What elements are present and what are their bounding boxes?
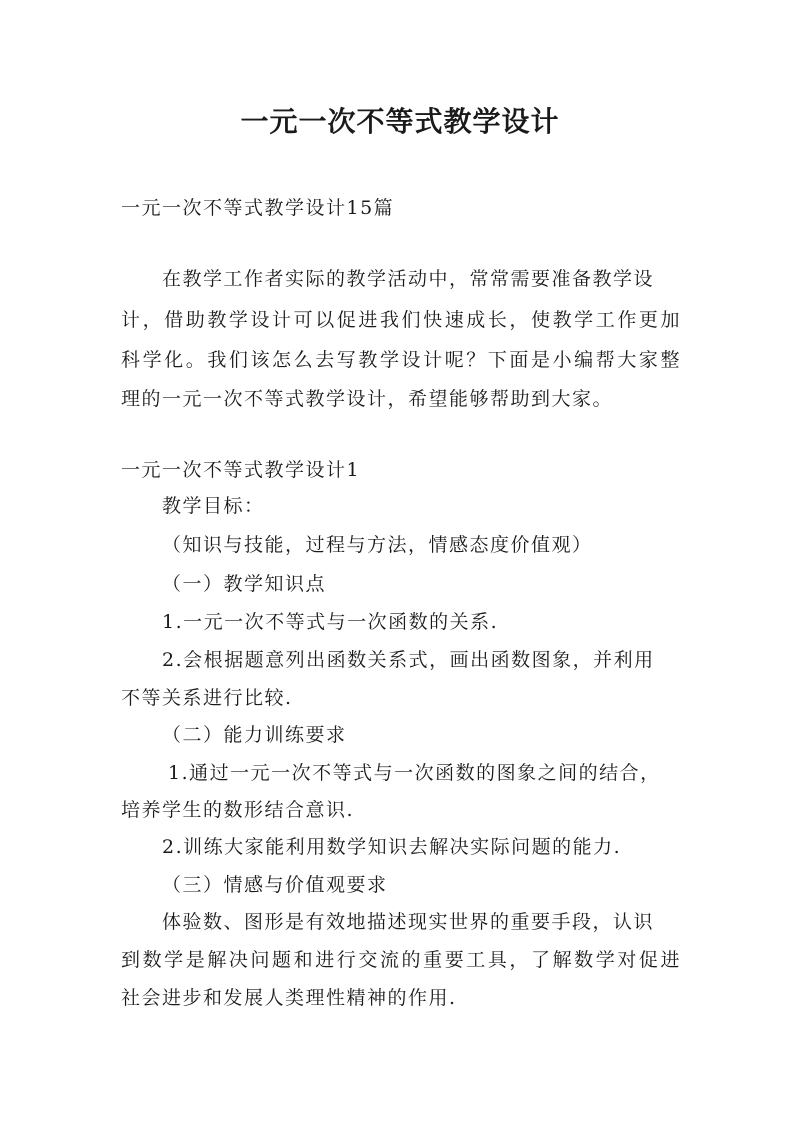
part3-heading: （三）情感与价值观要求 xyxy=(162,874,388,896)
part1-heading: （一）教学知识点 xyxy=(162,573,327,595)
intro-line-3: 科学化。我们该怎么去写教学设计呢？下面是小编帮大家整 xyxy=(121,349,681,371)
part2-item-2: 2.训练大家能利用数学知识去解决实际问题的能力. xyxy=(162,836,622,858)
intro-line-2: 计，借助教学设计可以促进我们快速成长，使教学工作更加 xyxy=(121,309,681,331)
part3-line-3: 社会进步和发展人类理性精神的作用. xyxy=(121,987,457,1009)
part1-item-2-line-1: 2.会根据题意列出函数关系式，画出函数图象，并利用 xyxy=(162,649,655,671)
part1-item-2-line-2: 不等关系进行比较. xyxy=(121,687,293,709)
document-title: 一元一次不等式教学设计 xyxy=(240,105,560,138)
part2-item-1-line-2: 培养学生的数形结合意识. xyxy=(121,799,355,821)
part2-item-1-line-1: 1.通过一元一次不等式与一次函数的图象之间的结合， xyxy=(168,762,661,784)
document-subtitle: 一元一次不等式教学设计15篇 xyxy=(121,197,395,219)
part2-heading: （二）能力训练要求 xyxy=(162,724,347,746)
section-heading: 一元一次不等式教学设计1 xyxy=(121,459,361,481)
part1-item-1: 1.一元一次不等式与一次函数的关系. xyxy=(162,611,499,633)
goals-label: 教学目标： xyxy=(162,495,265,517)
intro-line-4: 理的一元一次不等式教学设计，希望能够帮助到大家。 xyxy=(121,388,614,410)
goals-subtitle: （知识与技能，过程与方法，情感态度价值观） xyxy=(162,534,593,556)
part3-line-1: 体验数、图形是有效地描述现实世界的重要手段，认识 xyxy=(162,911,655,933)
part3-line-2: 到数学是解决问题和进行交流的重要工具，了解数学对促进 xyxy=(121,949,681,971)
intro-line-1: 在教学工作者实际的教学活动中，常常需要准备教学设 xyxy=(162,268,655,290)
